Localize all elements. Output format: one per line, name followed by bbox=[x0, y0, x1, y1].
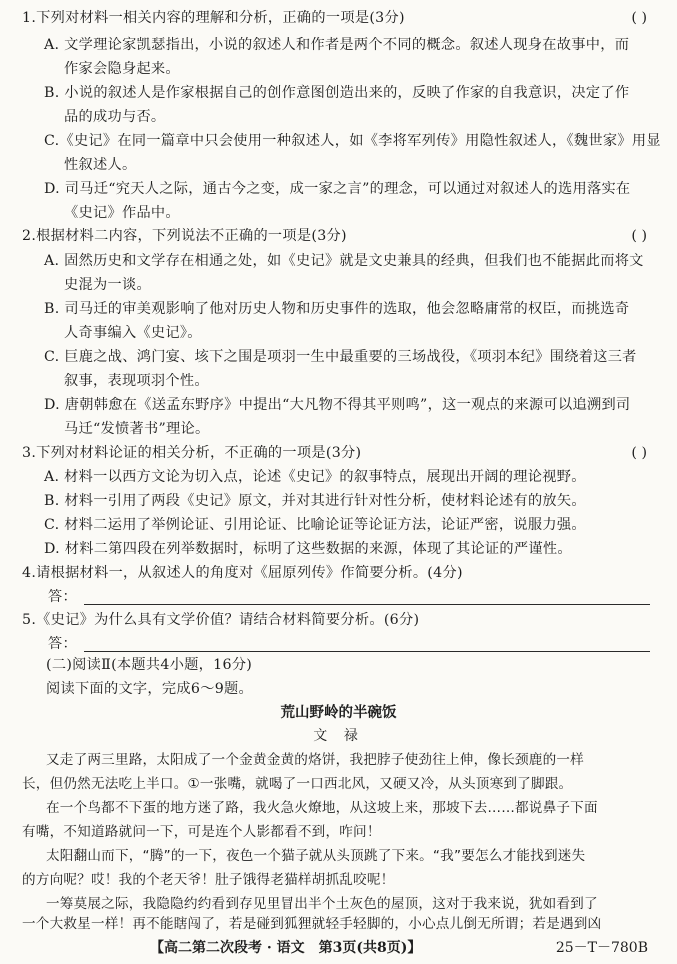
story-line: 太阳翻山而下，“腾”的一下，夜色一个猫子就从头顶跳了下来。“我”要怎么才能找到迷失 bbox=[46, 848, 586, 864]
q2-option-a: A. 固然历史和文学存在相通之处，如《史记》就是文史兼具的经典，但我们也不能据此而将文 bbox=[44, 253, 644, 269]
story-line: 一个大救星一样！再不能瞎闯了，若是碰到狐狸就轻手轻脚的，小心点儿倒无所谓；若是遇到凶 bbox=[22, 916, 602, 932]
q1-option-a: A. 文学理论家凯瑟指出，小说的叙述人和作者是两个不同的概念。叙述人现身在故事中，而 bbox=[44, 37, 630, 53]
exam-code: 25－T－780B bbox=[555, 940, 648, 956]
story-line: 在一个鸟都不下蛋的地方迷了路，我火急火燎地，从这坡上来，那坡下去……都说鼻子下面 bbox=[46, 800, 598, 816]
q4-answer-line[interactable] bbox=[84, 604, 650, 605]
story-title: 荒山野岭的半碗饭 bbox=[280, 704, 397, 721]
story-line: 的方向呢？哎！我的个老天爷！肚子饿得老猫样胡抓乱咬呢！ bbox=[22, 872, 395, 888]
q1-option-b: B. 小说的叙述人是作家根据自己的创作意图创造出来的，反映了作家的自我意识，决定了作 bbox=[44, 85, 630, 101]
story-line: 长，但仍然无法吃上半口。①一张嘴，就喝了一口西北风，又硬又冷，从头顶寒到了脚跟。 bbox=[22, 776, 573, 792]
q1-option-b-cont: 品的成功与否。 bbox=[64, 109, 166, 125]
q2-option-b-cont: 人奇事编入《史记》。 bbox=[64, 325, 202, 341]
q2-option-a-cont: 史混为一谈。 bbox=[64, 277, 151, 293]
q2-stem: 2.根据材料二内容，下列说法不正确的一项是(3分) bbox=[22, 228, 347, 244]
q1-option-d: D. 司马迁“究天人之际，通古今之变，成一家之言”的理念，可以通过对叙述人的选用落实在 bbox=[44, 181, 631, 197]
q1-option-a-cont: 作家会隐身起来。 bbox=[64, 61, 180, 77]
section-heading: (二)阅读Ⅱ(本题共4小题，16分) bbox=[46, 657, 253, 673]
q1-option-d-cont: 《史记》作品中。 bbox=[64, 205, 180, 221]
page-footer: 【高二第二次段考 · 语文 第3页(共8页)】 bbox=[150, 940, 422, 956]
story-author: 文 禄 bbox=[313, 728, 364, 744]
q1-option-c-cont: 性叙述人。 bbox=[64, 157, 137, 173]
q2-option-d-cont: 马迁“发愤著书”理论。 bbox=[64, 421, 210, 437]
q3-stem: 3.下列对材料论证的相关分析，不正确的一项是(3分) bbox=[22, 445, 362, 461]
q4-stem: 4.请根据材料一，从叙述人的角度对《屈原列传》作简要分析。(4分) bbox=[22, 565, 463, 581]
q1-stem: 1.下列对材料一相关内容的理解和分析，正确的一项是(3分) bbox=[22, 10, 405, 26]
q2-option-c: C. 巨鹿之战、鸿门宴、垓下之围是项羽一生中最重要的三场战役，《项羽本纪》围绕着这三者 bbox=[44, 349, 637, 365]
q5-answer-label: 答： bbox=[48, 636, 77, 652]
q1-option-c: C.《史记》在同一篇章中只会使用一种叙述人，如《李将军列传》用隐性叙述人，《魏世家》用显 bbox=[44, 133, 661, 149]
story-line: 一筹莫展之际，我隐隐约约看到存见里冒出半个土灰色的屋顶，这对于我来说，犹如看到了 bbox=[46, 896, 598, 912]
story-line: 又走了两三里路，太阳成了一个金黄金黄的烙饼，我把脖子使劲往上伸，像长颈鹿的一样 bbox=[46, 752, 584, 768]
q3-answer-parens: ( ) bbox=[631, 445, 647, 461]
q3-option-d: D. 材料二第四段在列举数据时，标明了这些数据的来源，体现了其论证的严谨性。 bbox=[44, 541, 572, 557]
q5-stem: 5.《史记》为什么具有文学价值？请结合材料简要分析。(6分) bbox=[22, 612, 420, 628]
q3-option-b: B. 材料一引用了两段《史记》原文，并对其进行针对性分析，使材料论述有的放矢。 bbox=[44, 493, 586, 509]
section-instruction: 阅读下面的文字，完成6～9题。 bbox=[46, 681, 253, 697]
q2-option-d: D. 唐朝韩愈在《送孟东野序》中提出“大凡物不得其平则鸣”，这一观点的来源可以追溯到司 bbox=[44, 397, 631, 413]
q2-option-b: B. 司马迁的审美观影响了他对历史人物和历史事件的选取，他会忽略庸常的权臣，而挑选奇 bbox=[44, 301, 630, 317]
q2-answer-parens: ( ) bbox=[631, 228, 647, 244]
q5-answer-line[interactable] bbox=[84, 651, 650, 652]
story-line: 有嘴，不知道路就问一下，可是连个人影都看不到，咋问！ bbox=[22, 824, 381, 840]
q4-answer-label: 答： bbox=[48, 589, 77, 605]
q2-option-c-cont: 叙事，表现项羽个性。 bbox=[64, 373, 209, 389]
q3-option-a: A. 材料一以西方文论为切入点，论述《史记》的叙事特点，展现出开阔的理论视野。 bbox=[44, 469, 586, 485]
q3-option-c: C. 材料二运用了举例论证、引用论证、比喻论证等论证方法，论证严密，说服力强。 bbox=[44, 517, 586, 533]
q1-answer-parens: ( ) bbox=[631, 10, 647, 26]
